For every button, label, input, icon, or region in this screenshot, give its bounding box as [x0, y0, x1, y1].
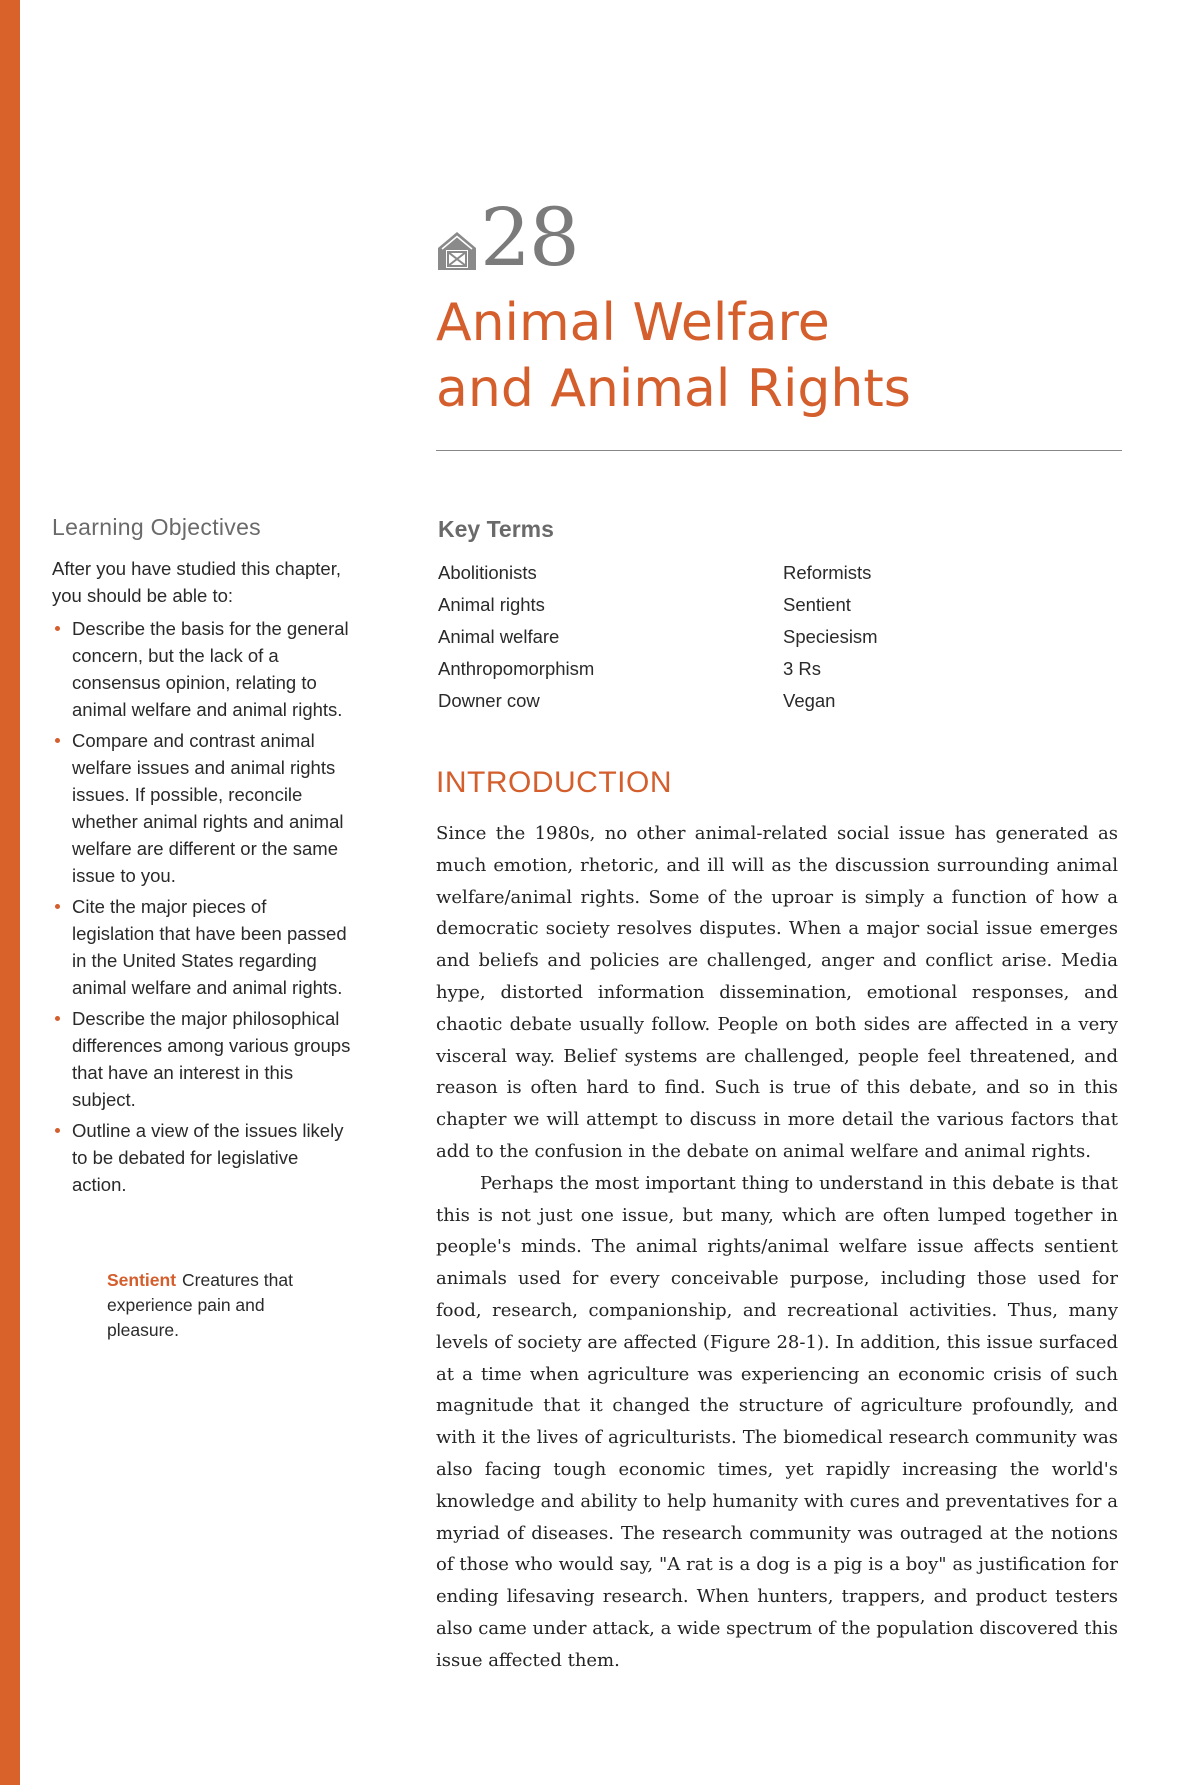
key-term: Animal welfare	[438, 626, 560, 647]
key-term: Vegan	[783, 690, 836, 711]
objective-text: Describe the major philosophical differences among various groups that have an interest in this subject.	[72, 1008, 351, 1110]
key-term: Anthropomorphism	[438, 658, 595, 679]
margin-definition-text: Creatures that experience pain and pleasure.	[107, 1270, 293, 1340]
chapter-title-line-2: and Animal Rights	[436, 359, 911, 419]
barn-icon	[436, 228, 478, 272]
objective-text: Compare and contrast animal welfare issues and animal rights issues. If possible, reconcile whether animal rights and animal welfare are different or the same issue to you.	[72, 730, 344, 886]
introduction-body	[436, 818, 1118, 1677]
chapter-header	[436, 191, 1126, 422]
bullet-icon	[55, 626, 60, 631]
bullet-icon	[55, 1128, 60, 1133]
key-term: 3 Rs	[783, 658, 822, 679]
body-paragraph: Since the 1980s, no other animal-related social issue has generated as much emotion, rhetoric, and ill will as the discussion surrounding animal welfare/animal rights. Some of the uproar is simply a function of how a democratic society resolves disputes. When a major social issue emerges and beliefs and policies are challenged, anger and conflict arise. Media hype, distorted information dissemination, emotional responses, and chaotic debate usually follow. People on both sides are affected in a very visceral way. Belief systems are challenged, people feel threatened, and reason is often hard to find. Such is true of this debate, and so in this chapter we will attempt to discuss in more detail the various factors that add to the confusion in the debate on animal welfare and animal rights.	[436, 823, 1118, 1162]
key-term: Speciesism	[783, 626, 878, 647]
key-terms-heading: Key Terms	[438, 516, 554, 542]
key-term: Downer cow	[438, 690, 540, 711]
objective-text: Outline a view of the issues likely to be debated for legislative action.	[72, 1120, 344, 1195]
bullet-icon	[55, 738, 60, 743]
key-terms-column-2	[783, 557, 1128, 717]
key-term: Abolitionists	[438, 562, 537, 583]
objective-text: Cite the major pieces of legislation that have been passed in the United States regarding animal welfare and animal rights.	[72, 896, 347, 998]
key-terms-columns	[438, 557, 1128, 717]
bullet-icon	[55, 1016, 60, 1021]
left-edge-color-bar	[0, 0, 20, 1785]
chapter-number: 28	[480, 191, 578, 284]
key-term: Reformists	[783, 562, 872, 583]
body-paragraph: Perhaps the most important thing to understand in this debate is that this is not just one issue, but many, which are often lumped together in people's minds. The animal rights/animal welfare issue affects sentient animals used for every conceivable purpose, including those used for food, research, companionship, and recreational activities. Thus, many levels of society are affected (Figure 28-1). In addition, this issue surfaced at a time when agriculture was experiencing an economic crisis of such magnitude that it changed the structure of agriculture profoundly, and with it the lives of agriculturists. The biomedical research community was also facing tough economic times, yet rapidly increasing the world's knowledge and ability to help humanity with cures and preventatives for a myriad of diseases. The research community was outraged at the notions of those who would say, "A rat is a dog is a pig is a boy" as justification for ending lifesaving research. When hunters, trappers, and product testers also came under attack, a wide spectrum of the population discovered this issue affected them.	[436, 1172, 1118, 1671]
learning-objectives-intro: After you have studied this chapter, you should be able to:	[52, 558, 341, 606]
introduction-heading: INTRODUCTION	[436, 766, 672, 799]
margin-definition-term: Sentient	[107, 1270, 177, 1290]
chapter-title-line-1: Animal Welfare	[436, 293, 830, 353]
objective-text: Describe the basis for the general concern, but the lack of a consensus opinion, relating to animal welfare and animal rights.	[72, 618, 349, 720]
key-term: Sentient	[783, 594, 851, 615]
key-term: Animal rights	[438, 594, 545, 615]
key-terms	[438, 516, 1128, 717]
bullet-icon	[55, 904, 60, 909]
key-terms-column-1	[438, 557, 783, 717]
list-item	[52, 1005, 352, 1113]
chapter-title	[436, 290, 1126, 422]
list-item	[52, 727, 352, 889]
chapter-number-row	[436, 191, 1126, 284]
list-item	[52, 615, 352, 723]
learning-objectives-list	[52, 615, 352, 1198]
title-divider	[436, 450, 1122, 451]
learning-objectives	[52, 514, 352, 1202]
list-item	[52, 893, 352, 1001]
list-item	[52, 1117, 352, 1198]
learning-objectives-heading: Learning Objectives	[52, 514, 261, 540]
margin-definition	[107, 1268, 327, 1343]
